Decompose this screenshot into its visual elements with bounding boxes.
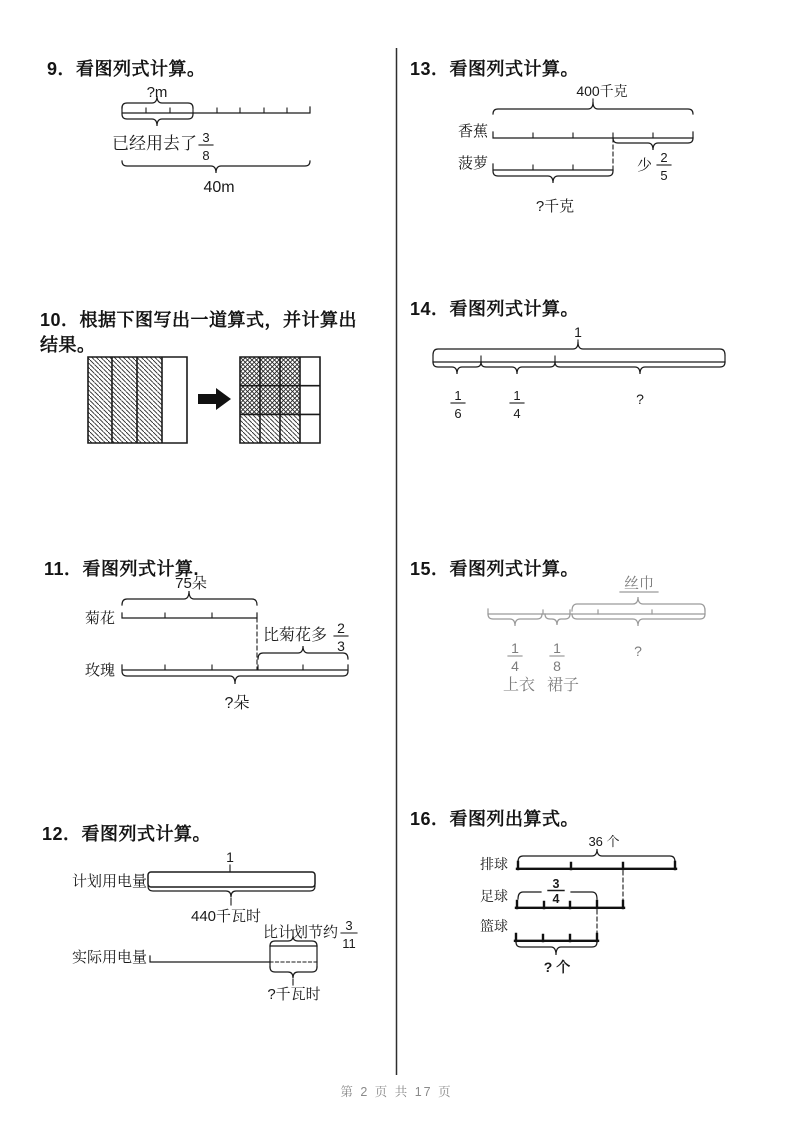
p12-title: 12．看图列式计算。 [42, 824, 212, 844]
p13-banana-line [493, 132, 693, 138]
p13-top-brace [493, 102, 693, 114]
p11-more-frac-num: 2 [337, 620, 345, 636]
p11-chrys-line [122, 613, 257, 618]
p13-less-frac-den: 5 [660, 168, 668, 183]
p12-actual-line [150, 956, 270, 962]
p14-frac2-num: 1 [513, 388, 521, 403]
page-number-footer: 第 2 页 共 17 页 [340, 1085, 453, 1099]
p11-more-frac-den: 3 [337, 638, 345, 654]
p12-planned-label: 计划用电量 [71, 873, 147, 890]
p13-total-label: 400千克 [576, 83, 628, 99]
p12-question-brace [270, 967, 317, 978]
p14-frac1-den: 6 [454, 406, 462, 421]
p9-used-frac-num: 3 [202, 130, 210, 145]
p9-used-brace [122, 114, 193, 126]
p15-question-label: ? [634, 643, 642, 659]
p10-left-cell-1 [88, 357, 112, 443]
p13-banana-ticks [533, 133, 653, 138]
p12-save-frac-num: 3 [345, 918, 353, 933]
p16-volleyball-label: 排球 [480, 856, 508, 872]
p15-skirt-label: 裙子 [546, 677, 580, 694]
p16-diagram [480, 834, 676, 975]
p9-total-label: 40m [203, 179, 235, 196]
p12-save-frac-den: 11 [342, 936, 356, 951]
p13-banana-label: 香蕉 [457, 123, 488, 140]
p9-diagram [112, 84, 310, 196]
p13-less-brace [613, 138, 693, 150]
p10-left-cell-3 [137, 357, 162, 443]
p16-frac-den: 4 [552, 892, 560, 906]
p12-diagram [72, 849, 357, 1003]
p16-top-brace [518, 849, 675, 862]
p13-title: 13．看图列式计算。 [410, 59, 580, 79]
p14-segment-ticks [481, 356, 555, 362]
p11-more-label: 比菊花多 [263, 627, 328, 644]
p14-frac2-den: 4 [513, 406, 521, 421]
p15-segment-line [488, 609, 705, 614]
p16-frac-num: 3 [552, 877, 560, 891]
p16-question-brace [516, 942, 597, 955]
p10-title-line2: 结果。 [40, 335, 96, 355]
p13-less-frac-num: 2 [660, 150, 668, 165]
p15-diagram [488, 575, 705, 694]
p14-segment-line [433, 356, 725, 362]
p12-actual-label: 实际用电量 [71, 949, 147, 966]
p15-brace-jacket [488, 614, 542, 626]
p16-question-label: ? 个 [543, 959, 571, 975]
p16-basketball-line [515, 934, 598, 941]
p10-right-diag-area [240, 414, 300, 443]
p13-pineapple-label: 菠萝 [457, 155, 488, 172]
p16-title: 16．看图列出算式。 [410, 809, 580, 829]
p9-top-brace [122, 96, 193, 108]
p14-brace-question [555, 362, 725, 374]
p13-pineapple-line [493, 164, 613, 170]
p11-title: 11．看图列式计算. [44, 559, 200, 579]
p15-jacket-label: 上衣 [502, 677, 536, 694]
p16-football-label: 足球 [480, 888, 508, 904]
p14-whole-label: 1 [574, 324, 582, 340]
p13-diagram [458, 83, 693, 215]
p9-used-label: 已经用去了 [112, 134, 197, 153]
p13-less-label: 少 [637, 157, 653, 174]
p10-left-cell-2 [112, 357, 137, 443]
p14-brace-quarter [481, 362, 555, 374]
p12-planned-bar [148, 872, 315, 887]
p9-segment-line [122, 107, 310, 113]
p11-chrys-ticks [165, 613, 212, 618]
p13-question-brace [493, 171, 613, 183]
p16-total-label: 36 个 [588, 834, 620, 849]
p15-frac2-num: 1 [553, 640, 561, 656]
p9-segment-ticks [146, 108, 287, 113]
p13-question-label: ?千克 [535, 198, 575, 215]
p11-top-label: 75朵 [175, 575, 207, 592]
p15-brace-skirt [545, 614, 570, 625]
p16-football-line [516, 901, 624, 908]
p12-save-label: 比计划节约 [263, 924, 339, 941]
p11-extra-brace [258, 646, 348, 659]
p15-frac2-den: 8 [553, 658, 561, 674]
p11-chrys-label: 菊花 [84, 610, 115, 627]
p10-right-arrow-icon [198, 388, 231, 410]
p15-frac1-den: 4 [511, 658, 519, 674]
p14-diagram [433, 324, 725, 421]
p12-whole-label: 1 [226, 849, 234, 865]
p12-amount-label: 440千瓦时 [190, 908, 262, 925]
p14-top-brace [433, 342, 725, 355]
p11-question-label: ?朵 [224, 695, 250, 712]
p13-pineapple-ticks [533, 165, 573, 170]
p9-question-length-label: ?m [146, 84, 168, 101]
p14-question-label: ? [636, 391, 644, 407]
p14-title: 14．看图列式计算。 [410, 299, 580, 319]
p11-rose-label: 玫瑰 [84, 662, 115, 679]
p9-used-frac-den: 8 [202, 148, 210, 163]
p11-diagram [85, 575, 348, 712]
p16-basketball-label: 篮球 [480, 918, 508, 934]
p12-saved-box [270, 946, 317, 967]
p11-question-brace [122, 671, 348, 684]
p16-frac-brace-right [571, 892, 597, 899]
p16-frac-brace-left [518, 892, 541, 899]
p16-volleyball-line [517, 862, 676, 869]
p15-title: 15．看图列式计算。 [410, 559, 580, 579]
p14-brace-sixth [433, 362, 481, 374]
p11-rose-line [122, 665, 348, 670]
p15-scarf-label: 丝巾 [623, 575, 655, 592]
p11-rose-ticks [165, 665, 303, 670]
p11-top-brace [122, 591, 257, 605]
p9-total-brace [122, 161, 310, 173]
p15-scarf-brace [572, 597, 705, 611]
p12-question-label: ?千瓦时 [267, 986, 321, 1003]
p10-title-line1: 10．根据下图写出一道算式，并计算出 [40, 310, 358, 330]
p15-frac1-num: 1 [511, 640, 519, 656]
p9-title: 9．看图列式计算。 [47, 59, 206, 79]
p15-brace-question [572, 614, 705, 626]
p14-frac1-num: 1 [454, 388, 462, 403]
p10-diagram [88, 357, 320, 443]
